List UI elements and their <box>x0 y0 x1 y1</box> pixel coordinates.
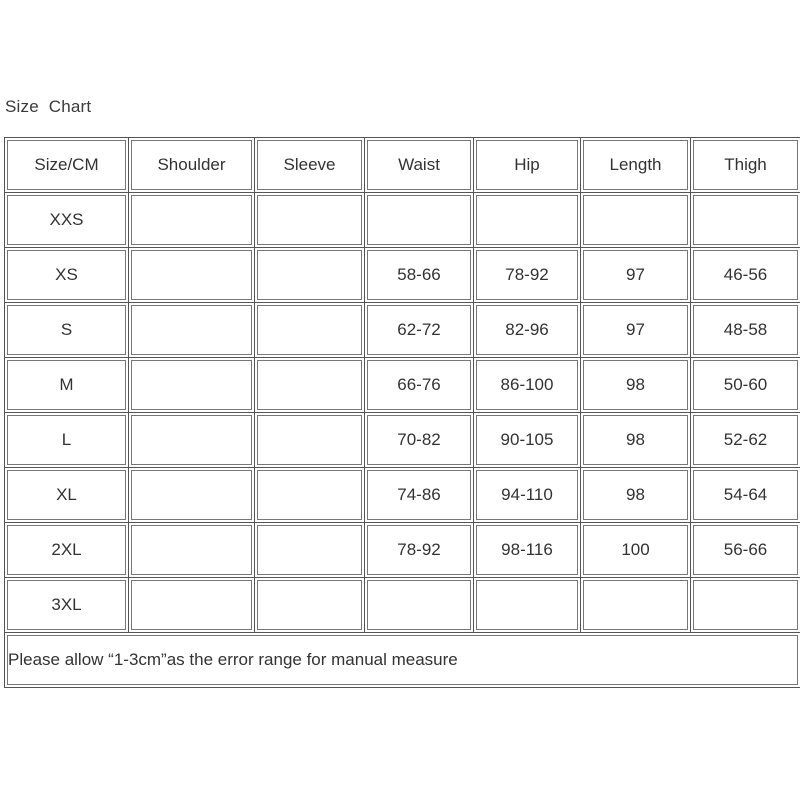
table-row <box>5 413 800 468</box>
measurement-cell <box>129 248 255 303</box>
measurement-cell <box>255 248 365 303</box>
measurement-cell: 94-110 <box>474 468 581 523</box>
measurement-cell: 56-66 <box>691 523 800 578</box>
measurement-cell <box>129 468 255 523</box>
measurement-cell <box>365 578 474 633</box>
size-label-cell: L <box>5 413 129 468</box>
chart-title: Size Chart <box>5 97 92 116</box>
size-label-cell: XS <box>5 248 129 303</box>
size-chart-table <box>4 137 800 688</box>
measurement-cell <box>129 578 255 633</box>
measurement-cell: 66-76 <box>365 358 474 413</box>
measurement-cell: 58-66 <box>365 248 474 303</box>
header-cell: Waist <box>365 138 474 193</box>
measurement-cell: 98 <box>581 358 691 413</box>
header-cell: Length <box>581 138 691 193</box>
note-row <box>5 633 800 688</box>
size-label-cell: XXS <box>5 193 129 248</box>
measurement-cell: 97 <box>581 248 691 303</box>
measurement-cell: 98-116 <box>474 523 581 578</box>
measurement-cell <box>129 193 255 248</box>
measurement-note: Please allow “1-3cm”as the error range for manual measure <box>5 633 800 688</box>
table-row <box>5 578 800 633</box>
header-cell: Hip <box>474 138 581 193</box>
size-label-cell: 2XL <box>5 523 129 578</box>
measurement-cell: 48-58 <box>691 303 800 358</box>
measurement-cell <box>255 523 365 578</box>
measurement-cell <box>129 523 255 578</box>
measurement-cell <box>581 193 691 248</box>
measurement-cell: 86-100 <box>474 358 581 413</box>
size-label-cell: XL <box>5 468 129 523</box>
header-cell: Sleeve <box>255 138 365 193</box>
measurement-cell: 78-92 <box>365 523 474 578</box>
measurement-cell <box>691 578 800 633</box>
table-row <box>5 358 800 413</box>
measurement-cell <box>365 193 474 248</box>
table-row <box>5 468 800 523</box>
measurement-cell <box>255 578 365 633</box>
measurement-cell: 97 <box>581 303 691 358</box>
table-row <box>5 248 800 303</box>
table-row <box>5 523 800 578</box>
measurement-cell: 82-96 <box>474 303 581 358</box>
table-row <box>5 303 800 358</box>
size-label-cell: M <box>5 358 129 413</box>
measurement-cell: 100 <box>581 523 691 578</box>
measurement-cell: 74-86 <box>365 468 474 523</box>
measurement-cell: 78-92 <box>474 248 581 303</box>
measurement-cell: 52-62 <box>691 413 800 468</box>
measurement-cell: 46-56 <box>691 248 800 303</box>
measurement-cell: 62-72 <box>365 303 474 358</box>
table-row <box>5 193 800 248</box>
size-label-cell: 3XL <box>5 578 129 633</box>
measurement-cell <box>581 578 691 633</box>
measurement-cell <box>129 413 255 468</box>
size-label-cell: S <box>5 303 129 358</box>
measurement-cell <box>129 303 255 358</box>
measurement-cell: 70-82 <box>365 413 474 468</box>
measurement-cell <box>474 578 581 633</box>
header-row <box>5 138 800 193</box>
measurement-cell: 50-60 <box>691 358 800 413</box>
measurement-cell <box>255 193 365 248</box>
header-cell: Size/CM <box>5 138 129 193</box>
measurement-cell <box>255 413 365 468</box>
measurement-cell <box>129 358 255 413</box>
measurement-cell: 54-64 <box>691 468 800 523</box>
measurement-cell: 90-105 <box>474 413 581 468</box>
measurement-cell <box>474 193 581 248</box>
measurement-cell: 98 <box>581 413 691 468</box>
measurement-cell <box>691 193 800 248</box>
measurement-cell <box>255 358 365 413</box>
header-cell: Shoulder <box>129 138 255 193</box>
measurement-cell: 98 <box>581 468 691 523</box>
header-cell: Thigh <box>691 138 800 193</box>
measurement-cell <box>255 303 365 358</box>
measurement-cell <box>255 468 365 523</box>
